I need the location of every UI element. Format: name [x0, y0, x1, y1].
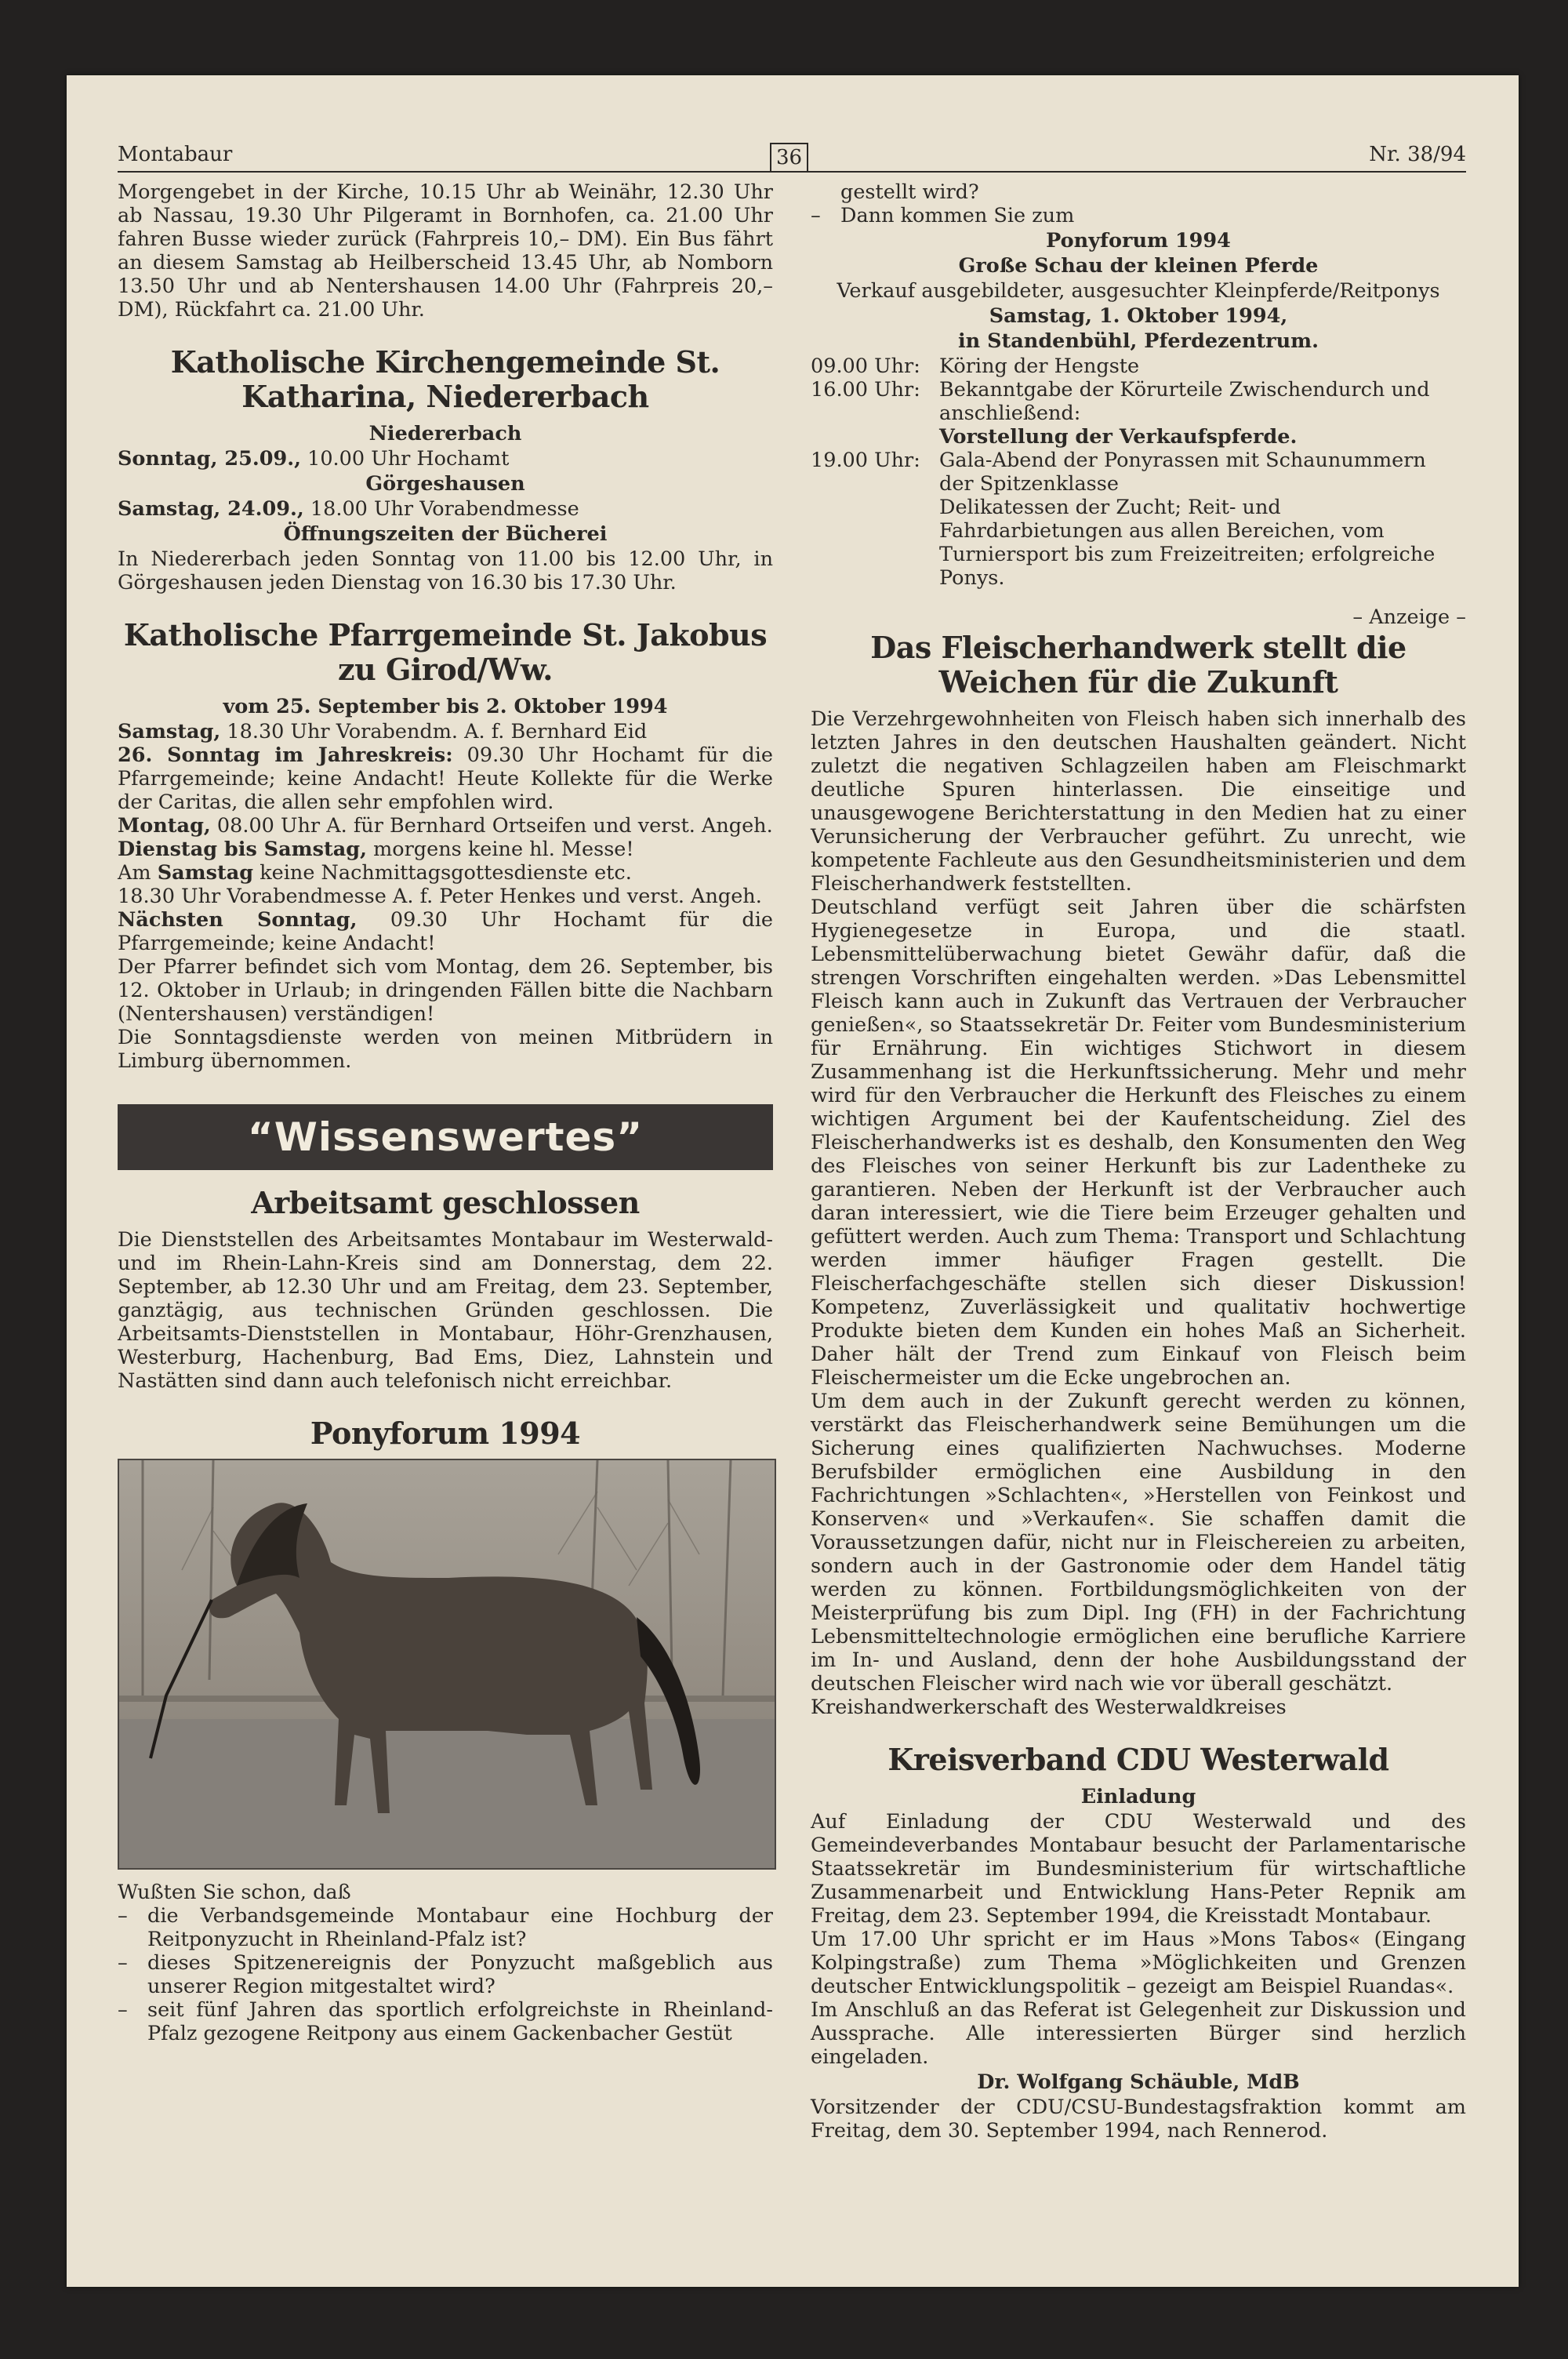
delikatessen-row: Delikatessen der Zucht; Reit- und Fahrdarbietungen aus allen Bereichen, vom Turniersport bis zum Freizeitreiten; erfolgreiche Ponys. — [939, 496, 1436, 590]
jakobus-dienstag: Dienstag bis Samstag, morgens keine hl. Messe! — [118, 838, 634, 861]
ponyforum-continued: gestellt wird? — [840, 180, 979, 204]
cdu-para-4: Vorsitzender der CDU/CSU-Bundestagsfraktion kommt am Freitag, dem 30. September 1994, nach Rennerod. — [811, 2095, 1466, 2143]
fleischer-title: Das Fleischerhandwerk stellt die Weichen für die Zukunft — [870, 630, 1406, 700]
right-column — [811, 180, 1466, 2143]
page-header — [118, 132, 1466, 173]
katharina-sub-niedererbach: Niedererbach — [368, 422, 522, 445]
ponyforum-title: Ponyforum 1994 — [310, 1416, 581, 1451]
page-content — [118, 132, 1466, 2143]
fleischer-para-2: Deutschland verfügt seit Jahren über die schärfsten Hygienegesetze in Europa, und die staatl. Lebensmittelüberwachung bietet Gewähr dafür, daß die strengen Vorschriften eingehalten werden. »Das Lebensmittel Fleisch kann auch in Zukunft das Vertrauen der Verbraucher genießen«, so Staatssekretär Dr. Feiter vom Bundesministerium für Ernährung. Ein wichtiges Stichwort in diesem Zusammenhang ist die Herkunftssicherung. Mehr und mehr wird für den Verbraucher die Herkunft des Fleisches zu einem wichtigen Argument bei der Kaufentscheidung. Ziel des Fleischerhandwerks ist es deshalb, den Konsumenten den Weg des Fleisches von seiner Herkunft bis zur Ladentheke zu garantieren. Neben der Herkunft ist der Verbraucher auch daran interessiert, wie die Tiere beim Erzeuger gehalten und gefüttert werden. Auch zum Thema: Transport und Schlachtung werden immer häufiger Fragen gestellt. Die Fleischerfachgeschäfte stellen sich dieser Diskussion! Kompetenz, Zuverlässigkeit und qualitativ hochwertige Produkte bieten dem Kunden ein hohes Maß an Sicherheit. Daher hält der Trend zum Einkauf von Fleisch beim Fleischermeister um die Ecke ungebrochen an. — [811, 896, 1466, 1390]
left-column — [118, 180, 773, 2045]
katharina-title: Katholische Kirchengemeinde St. Katharina, Niedererbach — [170, 344, 720, 414]
pf-announcement-desc: Verkauf ausgebildeter, ausgesuchter Kleinpferde/Reitponys — [837, 279, 1440, 303]
intro-text: Morgengebet in der Kirche, 10.15 Uhr ab Weinähr, 12.30 Uhr ab Nassau, 19.30 Uhr Pilgeramt in Bornhofen, ca. 21.00 Uhr fahren Busse wieder zurück (Fahrpreis 10,– DM). Ein Bus fährt an diesem Samstag ab Heilberscheid 13.45 Uhr, ab Nomborn 13.50 Uhr und ab Nentershausen 14.00 Uhr (Fahrpreis 20,– DM), Rückfahrt ca. 21.00 Uhr. — [118, 180, 773, 322]
arbeitsamt-title: Arbeitsamt geschlossen — [251, 1185, 640, 1220]
fleischer-para-1: Die Verzehrgewohnheiten von Fleisch haben sich innerhalb des letzten Jahres in den deutschen Haushalten geändert. Nicht zuletzt die negativen Schlagzeilen haben am Fleischmarkt deutliche Spuren hinterlassen. Die einseitige und unausgewogene Berichterstattung in den Medien hat zu einer Verunsicherung der Verbraucher geführt. Zu unrecht, wie kompetente Fachleute aus den Gesundheitsministerien und dem Fleischerhandwerk feststellten. — [811, 707, 1466, 896]
katharina-sub-goergeshausen: Görgeshausen — [365, 472, 525, 496]
pf-announcement-sub: Große Schau der kleinen Pferde — [958, 254, 1319, 278]
jakobus-sonntagsdienste: Die Sonntagsdienste werden von meinen Mitbrüdern in Limburg übernommen. — [118, 1026, 773, 1073]
issue-number: Nr. 38/94 — [1369, 143, 1466, 166]
jakobus-pfarrer-urlaub: Der Pfarrer befindet sich vom Montag, dem 26. September, bis 12. Oktober in Urlaub; in dringenden Fällen bitte die Nachbarn (Nentershausen) verständigen! — [118, 955, 773, 1026]
ponyforum-item: – dieses Spitzenereignis der Ponyzucht maßgeblich aus unserer Region mitgestaltet wird? — [118, 1951, 773, 1998]
jakobus-samstag: Samstag, 18.30 Uhr Vorabendm. A. f. Bernhard Eid — [118, 720, 648, 743]
katharina-line-1: Sonntag, 25.09., 10.00 Uhr Hochamt — [118, 447, 510, 471]
katharina-buecherei-text: In Niedererbach jeden Sonntag von 11.00 bis 12.00 Uhr, in Görgeshausen jeden Dienstag von 16.30 bis 17.30 Uhr. — [118, 547, 773, 594]
schedule-row: 19.00 Uhr: Gala-Abend der Ponyrassen mit Schaunummern der Spitzenklasse — [811, 449, 1426, 496]
pf-place: in Standenbühl, Pferdezentrum. — [957, 329, 1319, 353]
cdu-para-3: Im Anschluß an das Referat ist Gelegenheit zur Diskussion und Aussprache. Alle interessierten Bürger sind herzlich eingeladen. — [811, 1998, 1466, 2069]
schedule-row: 16.00 Uhr: Bekanntgabe der Körurteile Zwischendurch und anschließend: Vorstellung der Verkaufspferde. — [811, 378, 1430, 449]
fleischer-signature: Kreishandwerkerschaft des Westerwaldkreises — [811, 1696, 1287, 1719]
jakobus-vorabendmesse: 18.30 Uhr Vorabendmesse A. f. Peter Henkes und verst. Angeh. — [118, 885, 762, 908]
katharina-line-2: Samstag, 24.09., 18.00 Uhr Vorabendmesse — [118, 497, 579, 521]
katharina-sub-buecherei: Öffnungszeiten der Bücherei — [283, 522, 608, 546]
cdu-speaker-name: Dr. Wolfgang Schäuble, MdB — [977, 2070, 1300, 2094]
cdu-title: Kreisverband CDU Westerwald — [887, 1742, 1389, 1777]
cdu-para-2: Um 17.00 Uhr spricht er im Haus »Mons Tabos« (Eingang Kolpingstraße) zum Thema »Möglichkeiten und Grenzen deutscher Entwicklungspolitik – gezeigt am Beispiel Ruandas«. — [811, 1928, 1466, 1998]
ponyforum-item: – die Verbandsgemeinde Montabaur eine Hochburg der Reitponyzucht in Rheinland-Pfalz ist? — [118, 1904, 773, 1951]
jakobus-sonntag: 26. Sonntag im Jahreskreis: 09.30 Uhr Hochamt für die Pfarrgemeinde; keine Andacht! Heute Kollekte für die Werke der Caritas, die allen sehr empfohlen wird. — [118, 743, 773, 814]
jakobus-period: vom 25. September bis 2. Oktober 1994 — [223, 695, 668, 718]
anzeige-label: – Anzeige – — [1352, 605, 1466, 629]
cdu-para-1: Auf Einladung der CDU Westerwald und des Gemeindeverbandes Montabaur besucht der Parlamentarische Staatssekretär im Bundesministerium für wirtschaftliche Zusammenarbeit und Entwicklung Hans-Peter Repnik am Freitag, dem 23. September 1994, die Kreisstadt Montabaur. — [811, 1810, 1466, 1928]
newspaper-page — [67, 75, 1519, 2287]
ponyforum-lead: Wußten Sie schon, daß — [118, 1881, 351, 1904]
ponyforum-cont-item: – Dann kommen Sie zum — [811, 204, 1075, 227]
pony-image — [119, 1460, 775, 1868]
ponyforum-item: – seit fünf Jahren das sportlich erfolgreichste in Rheinland-Pfalz gezogene Reitpony aus einem Gackenbacher Gestüt — [118, 1998, 773, 2045]
jakobus-naechster-sonntag: Nächsten Sonntag, 09.30 Uhr Hochamt für die Pfarrgemeinde; keine Andacht! — [118, 908, 774, 955]
fleischer-para-3: Um dem auch in der Zukunft gerecht werden zu können, verstärkt das Fleischerhandwerk seine Bemühungen um die Sicherung eines qualifizierten Nachwuchses. Moderne Berufsbilder ermöglichen eine Ausbildung in den Fachrichtungen »Schlachten«, »Herstellen von Feinkost und Konserven« und »Verkaufen«. Sie schaffen damit die Voraussetzungen dafür, nicht nur in Fleischereien zu arbeiten, sondern auch in der Gastronomie oder dem Handel tätig werden zu können. Fortbildungsmöglichkeiten von der Meisterprüfung bis zum Dipl. Ing (FH) in der Fachrichtung Lebensmitteltechnologie ermöglichen eine berufliche Karriere im In- und Ausland, denn der hohe Ausbildungsstand der deutschen Fleischer wird nach wie vor überall geschätzt. — [811, 1390, 1466, 1696]
schedule-row: 09.00 Uhr: Köring der Hengste — [811, 354, 1140, 378]
cdu-einladung: Einladung — [1080, 1785, 1196, 1808]
pony-photo — [118, 1459, 776, 1870]
wissenswertes-banner: “Wissenswertes” — [118, 1104, 773, 1170]
jakobus-title: Katholische Pfarrgemeinde St. Jakobus zu Girod/Ww. — [123, 617, 768, 687]
jakobus-montag: Montag, 08.00 Uhr A. für Bernhard Ortseifen und verst. Angeh. — [118, 814, 773, 838]
header-town: Montabaur — [118, 143, 233, 166]
jakobus-am-samstag: Am Samstag keine Nachmittagsgottesdienste etc. — [118, 861, 632, 885]
page-number: 36 — [770, 143, 808, 173]
arbeitsamt-text: Die Dienststellen des Arbeitsamtes Montabaur im Westerwald- und im Rhein-Lahn-Kreis sind am Donnerstag, dem 22. September, ab 12.30 Uhr und am Freitag, dem 23. September, ganztägig, aus technischen Gründen geschlossen. Die Arbeitsamts-Dienststellen in Montabaur, Höhr-Grenzhausen, Westerburg, Hachenburg, Bad Ems, Diez, Lahnstein und Nastätten sind dann auch telefonisch nicht erreichbar. — [118, 1228, 773, 1393]
pf-announcement-title: Ponyforum 1994 — [1046, 229, 1231, 253]
pf-date: Samstag, 1. Oktober 1994, — [989, 304, 1288, 328]
